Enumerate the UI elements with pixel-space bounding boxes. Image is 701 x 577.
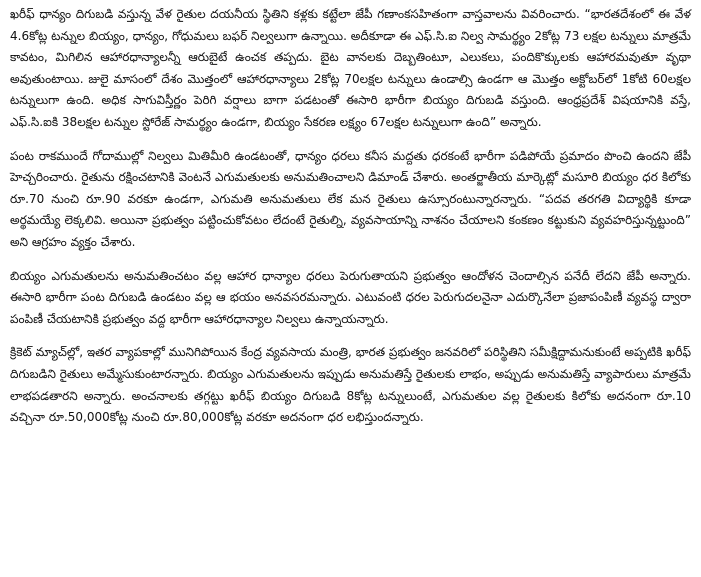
paragraph-1: ఖరీఫ్ ధాన్యం దిగుబడి వస్తున్న వేళ రైతుల దయనీయ స్థితిని కళ్లకు కట్టేలా జేపీ గణాంకసహితంగా వాస్తవాలను వివరించారు. “భారతదేశంలో ఈ వేళ 4.6కోట్ల టన్నుల బియ్యం, ధాన్యం, గోధుమలు బఫర్ నిల్వలుగా ఉన్నాయి. అదీకూడా ఈ ఎఫ్.సి.ఐ నిల్వ సామర్థ్యం 2కోట్ల 73 లక్షల టన్నులు మాత్రమే కావటం, మిగిలిన ఆహారధాన్యాలన్నీ ఆరుబైటే ఉంచక తప్పదు. బైట వానలకు దెబ్బతింటూ, ఎలుకలు, పందికొక్కులకు ఆహారమవుతూ వృథా అవుతుంటాయి. జులై మాసంలో దేశం మొత్తంలో ఆహారధాన్యాలు 2కోట్ల 70లక్షల టన్నులు ఉండాల్సి ఉండగా ఆ మొత్తం అక్టోబర్‌లో 1కోటి 60లక్షల టన్నులుగా ఉంది. అధిక సాగువిస్తీర్ణం పెరిగి వర్షాలు బాగా పడటంతో ఈసారి భారీగా బియ్యం దిగుబడి వస్తుంది. ఆంధ్రప్రదేశ్ విషయానికి వస్తే, ఎఫ్.సి.ఐకి 38లక్షల టన్నుల స్టోరేజ్ సామర్థ్యం ఉండగా, బియ్యం సేకరణ లక్ష్యం 67లక్షల టన్నులుగా ఉంది” అన్నారు. <box>10 7 691 129</box>
paragraph-3: బియ్యం ఎగుమతులను అనుమతించటం వల్ల ఆహార ధాన్యాల ధరలు పెరుగుతాయని ప్రభుత్వం ఆందోళన చెందాల్సిన పనేదీ లేదని జేపీ అన్నారు. ఈసారి భారీగా పంట దిగుబడి ఉండటం వల్ల ఆ భయం అనవసరమన్నారు. ఎటువంటి ధరల పెరుగుదలనైనా ఎదుర్కొనేలా ప్రజాపంపిణీ వ్యవస్థ ద్వారా పంపిణీ చేయటానికి ప్రభుత్వం వద్ద భారీగా ఆహారధాన్యాల నిల్వలు ఉన్నాయన్నారు. <box>10 268 691 326</box>
paragraph-4: క్రికెట్ మ్యాచ్‌ల్లో, ఇతర వ్యాపకాల్లో మునిగిపోయిన కేంద్ర వ్యవసాయ మంత్రి, భారత ప్రభుత్వం జనవరిలో పరిస్థితిని సమీక్షిద్దామనుకుంటే అప్పటికి ఖరీఫ్ దిగుబడిని రైతులు అమ్మేసుకుంటారన్నారు. బియ్యం ఎగుమతులను ఇప్పుడు అనుమతిస్తే రైతులకు లాభం, అప్పుడు అనుమతిస్తే వ్యాపారులు మాత్రమే లాభపడతారని అన్నారు. అంచనాలకు తగ్గట్టు ఖరీఫ్ బియ్యం దిగుబడి 8కోట్ల టన్నులుంటే, ఎగుమతుల వల్ల రైతులకు కిలోకు అదనంగా రూ.10 వచ్చినా రూ.50,000కోట్ల నుంచి రూ.80,000కోట్ల వరకూ అదనంగా ధర లభిస్తుందన్నారు. <box>10 345 691 425</box>
paragraph-2: పంట రాకముందే గోదాముల్లో నిల్వలు మితిమీరి ఉండటంతో, ధాన్యం ధరలు కనీస మద్దతు ధరకంటే భారీగా పడిపోయే ప్రమాదం పొంచి ఉందని జేపీ హెచ్చరించారు. రైతును రక్షించటానికి వెంటనే ఎగుమతులకు అనుమతించాలని డిమాండ్ చేశారు. అంతర్జాతీయ మార్కెట్లో మసూరి బియ్యం ధర కిలోకు రూ.70 నుంచి రూ.90 వరకూ ఉండగా, ఎగుమతి అనుమతులు లేక మన రైతులు ఉస్సూరంటున్నారన్నారు. “పదవ తరగతి విద్యార్థికి కూడా అర్థమయ్యే లెక్కలివి. అయినా ప్రభుత్వం పట్టించుకోవటం లేదంటే రైతుల్ని, వ్యవసాయాన్ని నాశనం చేయాలని కంకణం కట్టుకుని వ్యవహరిస్తున్నట్టుంది” అని ఆగ్రహం వ్యక్తం చేశారు. <box>10 148 691 249</box>
